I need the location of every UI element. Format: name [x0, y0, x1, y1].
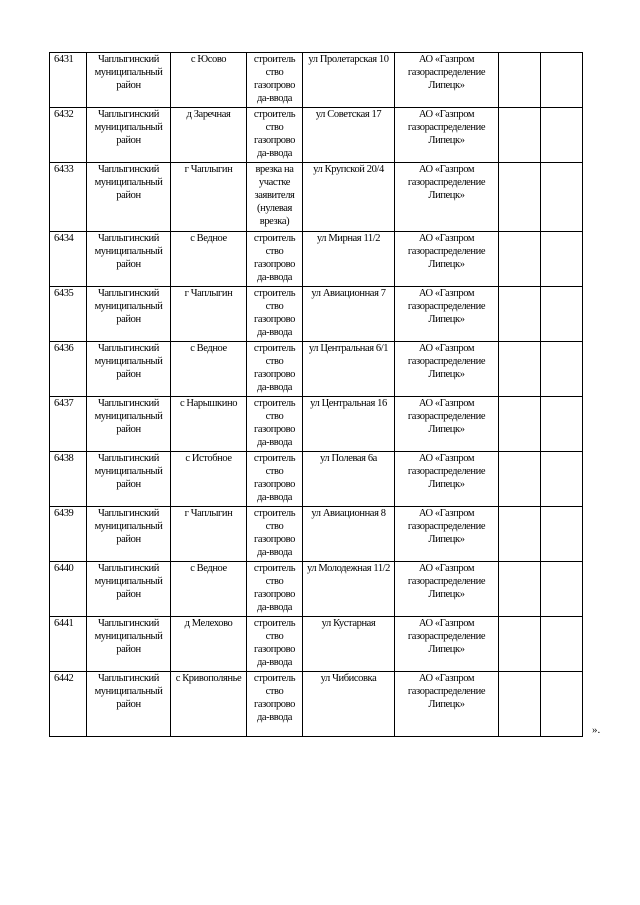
locality-cell: г Чаплыгин: [171, 163, 247, 232]
work-type-cell: строитель ство газопрово да-ввода: [247, 562, 303, 617]
district-cell: Чаплыгинский муниципальный район: [87, 232, 171, 287]
organization-cell: АО «Газпром газораспределение Липецк»: [395, 672, 499, 737]
district-cell: Чаплыгинский муниципальный район: [87, 617, 171, 672]
locality-cell: г Чаплыгин: [171, 287, 247, 342]
locality-cell: д Мелехово: [171, 617, 247, 672]
table-row: [50, 287, 583, 342]
empty-cell: [541, 507, 583, 562]
empty-cell: [541, 232, 583, 287]
empty-cell: [499, 617, 541, 672]
locality-cell: с Юсово: [171, 53, 247, 108]
work-type-cell: строитель ство газопрово да-ввода: [247, 397, 303, 452]
organization-cell: АО «Газпром газораспределение Липецк»: [395, 163, 499, 232]
address-cell: ул Крупской 20/4: [303, 163, 395, 232]
district-cell: Чаплыгинский муниципальный район: [87, 163, 171, 232]
organization-cell: АО «Газпром газораспределение Липецк»: [395, 232, 499, 287]
work-type-cell: строитель ство газопрово да-ввода: [247, 507, 303, 562]
locality-cell: с Истобное: [171, 452, 247, 507]
address-cell: ул Мирная 11/2: [303, 232, 395, 287]
row-number: 6433: [50, 163, 87, 232]
locality-cell: с Ведное: [171, 232, 247, 287]
address-cell: ул Пролетарская 10: [303, 53, 395, 108]
empty-cell: [541, 672, 583, 737]
address-cell: ул Молодежная 11/2: [303, 562, 395, 617]
empty-cell: [541, 53, 583, 108]
empty-cell: [541, 287, 583, 342]
district-cell: Чаплыгинский муниципальный район: [87, 53, 171, 108]
table-row: [50, 507, 583, 562]
work-type-cell: врезка на участке заявителя (нулевая врезка): [247, 163, 303, 232]
work-type-cell: строитель ство газопрово да-ввода: [247, 672, 303, 737]
row-number: 6437: [50, 397, 87, 452]
district-cell: Чаплыгинский муниципальный район: [87, 287, 171, 342]
address-cell: ул Полевая 6а: [303, 452, 395, 507]
row-number: 6435: [50, 287, 87, 342]
organization-cell: АО «Газпром газораспределение Липецк»: [395, 53, 499, 108]
table-row: [50, 53, 583, 108]
table-row: [50, 672, 583, 737]
empty-cell: [499, 342, 541, 397]
row-number: 6432: [50, 108, 87, 163]
address-cell: ул Кустарная: [303, 617, 395, 672]
closing-quote: ».: [592, 724, 601, 736]
empty-cell: [541, 163, 583, 232]
locality-cell: с Ведное: [171, 342, 247, 397]
district-cell: Чаплыгинский муниципальный район: [87, 108, 171, 163]
empty-cell: [541, 617, 583, 672]
district-cell: Чаплыгинский муниципальный район: [87, 507, 171, 562]
table-row: [50, 342, 583, 397]
row-number: 6439: [50, 507, 87, 562]
organization-cell: АО «Газпром газораспределение Липецк»: [395, 397, 499, 452]
empty-cell: [499, 672, 541, 737]
empty-cell: [499, 108, 541, 163]
row-number: 6438: [50, 452, 87, 507]
gas-connection-table: [49, 52, 583, 737]
district-cell: Чаплыгинский муниципальный район: [87, 562, 171, 617]
organization-cell: АО «Газпром газораспределение Липецк»: [395, 562, 499, 617]
empty-cell: [541, 452, 583, 507]
table-row: [50, 452, 583, 507]
empty-cell: [499, 232, 541, 287]
address-cell: ул Чибисовка: [303, 672, 395, 737]
organization-cell: АО «Газпром газораспределение Липецк»: [395, 342, 499, 397]
organization-cell: АО «Газпром газораспределение Липецк»: [395, 507, 499, 562]
address-cell: ул Центральная 6/1: [303, 342, 395, 397]
empty-cell: [499, 452, 541, 507]
table-row: [50, 617, 583, 672]
work-type-cell: строитель ство газопрово да-ввода: [247, 617, 303, 672]
empty-cell: [499, 163, 541, 232]
organization-cell: АО «Газпром газораспределение Липецк»: [395, 452, 499, 507]
work-type-cell: строитель ство газопрово да-ввода: [247, 108, 303, 163]
row-number: 6431: [50, 53, 87, 108]
locality-cell: д Заречная: [171, 108, 247, 163]
organization-cell: АО «Газпром газораспределение Липецк»: [395, 617, 499, 672]
address-cell: ул Советская 17: [303, 108, 395, 163]
table-row: [50, 562, 583, 617]
row-number: 6440: [50, 562, 87, 617]
organization-cell: АО «Газпром газораспределение Липецк»: [395, 287, 499, 342]
organization-cell: АО «Газпром газораспределение Липецк»: [395, 108, 499, 163]
table-row: [50, 108, 583, 163]
empty-cell: [499, 562, 541, 617]
work-type-cell: строитель ство газопрово да-ввода: [247, 452, 303, 507]
empty-cell: [541, 342, 583, 397]
work-type-cell: строитель ство газопрово да-ввода: [247, 287, 303, 342]
table-row: [50, 232, 583, 287]
empty-cell: [499, 53, 541, 108]
address-cell: ул Авиационная 8: [303, 507, 395, 562]
work-type-cell: строитель ство газопрово да-ввода: [247, 342, 303, 397]
locality-cell: с Кривополянье: [171, 672, 247, 737]
district-cell: Чаплыгинский муниципальный район: [87, 342, 171, 397]
locality-cell: с Нарышкино: [171, 397, 247, 452]
row-number: 6442: [50, 672, 87, 737]
district-cell: Чаплыгинский муниципальный район: [87, 397, 171, 452]
row-number: 6436: [50, 342, 87, 397]
address-cell: ул Центральная 16: [303, 397, 395, 452]
empty-cell: [541, 397, 583, 452]
empty-cell: [541, 562, 583, 617]
table-row: [50, 163, 583, 232]
work-type-cell: строитель ство газопрово да-ввода: [247, 232, 303, 287]
empty-cell: [541, 108, 583, 163]
locality-cell: г Чаплыгин: [171, 507, 247, 562]
address-cell: ул Авиационная 7: [303, 287, 395, 342]
work-type-cell: строитель ство газопрово да-ввода: [247, 53, 303, 108]
empty-cell: [499, 287, 541, 342]
row-number: 6441: [50, 617, 87, 672]
empty-cell: [499, 397, 541, 452]
district-cell: Чаплыгинский муниципальный район: [87, 452, 171, 507]
locality-cell: с Ведное: [171, 562, 247, 617]
row-number: 6434: [50, 232, 87, 287]
table-row: [50, 397, 583, 452]
district-cell: Чаплыгинский муниципальный район: [87, 672, 171, 737]
empty-cell: [499, 507, 541, 562]
